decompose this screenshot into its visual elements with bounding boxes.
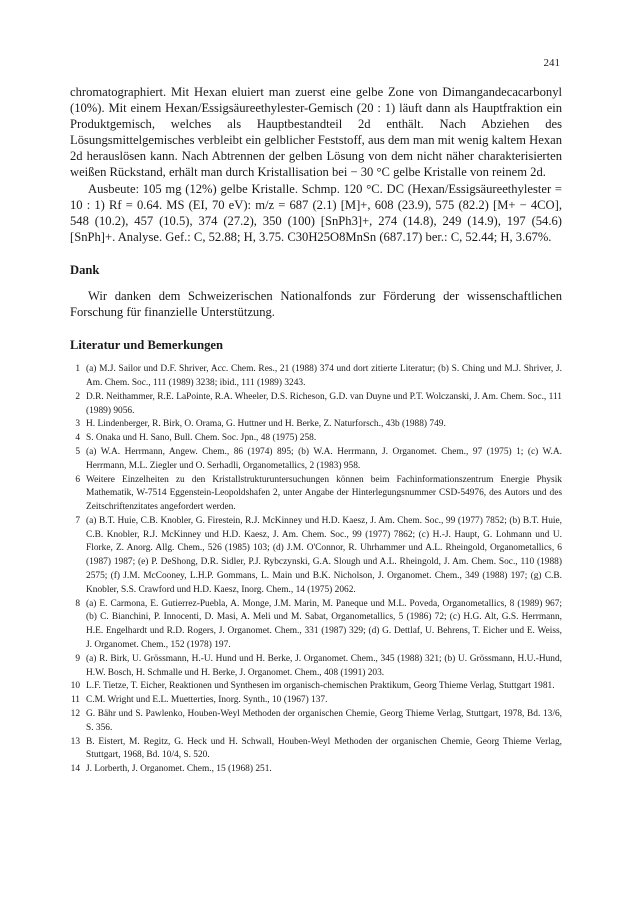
- reference-number: 1: [75, 364, 80, 375]
- reference-number: 4: [75, 433, 80, 444]
- reference-text: D.R. Neithammer, R.E. LaPointe, R.A. Wheeler, D.S. Richeson, G.D. van Duyne und P.T. Wolczanski, J. Am. Chem. Soc., 111 (1989) 9056.: [86, 391, 562, 416]
- acknowledgement-text: Wir danken dem Schweizerischen Nationalfonds zur Förderung der wissenschaftlichen Forschung für finanzielle Unterstützung.: [70, 288, 562, 320]
- reference-number: 14: [70, 764, 80, 775]
- reference-number: 10: [70, 681, 80, 692]
- reference-number: 13: [70, 736, 80, 747]
- reference-number: 2: [75, 391, 80, 402]
- reference-item: [70, 598, 562, 653]
- reference-item: [70, 391, 562, 419]
- reference-number: 5: [75, 446, 80, 457]
- reference-number: 9: [75, 653, 80, 664]
- reference-number: 3: [75, 419, 80, 430]
- reference-text: S. Onaka und H. Sano, Bull. Chem. Soc. Jpn., 48 (1975) 258.: [86, 433, 317, 444]
- page-number: 241: [543, 57, 560, 69]
- reference-list: [70, 363, 562, 777]
- reference-item: [70, 694, 562, 708]
- reference-item: [70, 653, 562, 681]
- reference-item: [70, 515, 562, 598]
- body-paragraph-yield: Ausbeute: 105 mg (12%) gelbe Kristalle. Schmp. 120 °C. DC (Hexan/Essigsäureethylester = 10 : 1) Rf = 0.64. MS (EI, 70 eV): m/z = 687 (2.1) [M]+, 608 (23.9), 575 (82.2) [M+ − 4CO], 548 (10.2), 457 (10.5), 374 (27.2), 350 (100) [SnPh3]+, 274 (14.8), 249 (14.9), 197 (54.6) [SnPh]+. Analyse. Gef.: C, 52.88; H, 3.75. C30H25O8MnSn (687.17) ber.: C, 52.44; H, 3.67%.: [70, 181, 562, 244]
- reference-number: 6: [75, 474, 80, 485]
- reference-text: (a) E. Carmona, E. Gutierrez-Puebla, A. Monge, J.M. Marin, M. Paneque und M.L. Poveda, Organometallics, 8 (1989) 967; (b) C. Bianchini, P. Innocenti, D. Masi, A. Meli und M. Sabat, Organometallics, 5 (1986) 72; (c) H.G. Alt, G.S. Herrmann, H.E. Engelhardt und R.D. Rogers, J. Organomet. Chem., 331 (1987) 329; (d) G. Dettlaf, U. Behrens, T. Eicher und E. Weiss, J. Organomet. Chem., 152 (1978) 197.: [86, 598, 562, 651]
- section-heading-references: Literatur und Bemerkungen: [70, 338, 224, 353]
- reference-item: [70, 418, 562, 432]
- reference-item: [70, 736, 562, 764]
- reference-text: H. Lindenberger, R. Birk, O. Orama, G. Huttner und H. Berke, Z. Naturforsch., 43b (1988) 749.: [86, 419, 446, 430]
- section-heading-dank: Dank: [70, 262, 100, 277]
- reference-item: [70, 474, 562, 515]
- reference-number: 11: [70, 695, 80, 706]
- reference-text: J. Lorberth, J. Organomet. Chem., 15 (1968) 251.: [86, 764, 272, 775]
- reference-text: L.F. Tietze, T. Eicher, Reaktionen und Synthesen im organisch-chemischen Praktikum, Georg Thieme Verlag, Stuttgart 1981.: [86, 681, 555, 692]
- reference-text: (a) M.J. Sailor und D.F. Shriver, Acc. Chem. Res., 21 (1988) 374 und dort zitierte Literatur; (b) S. Ching und M.J. Shriver, J. Am. Chem. Soc., 111 (1989) 3238; ibid., 111 (1989) 3243.: [86, 364, 562, 388]
- reference-item: [70, 708, 562, 736]
- reference-number: 7: [75, 515, 80, 526]
- reference-item: [70, 763, 562, 777]
- reference-text: C.M. Wright und E.L. Muetterties, Inorg. Synth., 10 (1967) 137.: [86, 695, 328, 706]
- reference-text: Weitere Einzelheiten zu den Kristallstrukturuntersuchungen können beim Fachinformationszentrum Energie Physik Mathematik, W-7514 Eggenstein-Leopoldshafen 2, unter Angabe der Hinterlegungsnummer CSD-54976, des Autors und des Zeitschriftenzitates angefordert werden.: [86, 474, 562, 513]
- reference-text: G. Bähr und S. Pawlenko, Houben-Weyl Methoden der organischen Chemie, Georg Thieme Verlag, Stuttgart, 1978, Bd. 13/6, S. 356.: [86, 709, 562, 733]
- reference-item: [70, 446, 562, 474]
- page-content: [70, 84, 562, 777]
- reference-item: [70, 432, 562, 446]
- body-paragraph-experimental: chromatographiert. Mit Hexan eluiert man zuerst eine gelbe Zone von Dimangandecacarbonyl (10%). Mit einem Hexan/Essigsäureethylester-Gemisch (20 : 1) läuft dann als Hauptfraktion ein Produktgemisch, welches als Hauptbestandteil 2d enthält. Nach Abziehen des Lösungsmittelgemisches verbleibt ein gelblicher Feststoff, aus dem man mit wenig kaltem Hexan 2d herauslösen kann. Nach Abtrennen der gelben Lösung von dem nicht näher charakterisierten weißen Rückstand, erhält man durch Kristallisation bei − 30 °C gelbe Kristalle von reinem 2d.: [70, 85, 562, 180]
- reference-item: [70, 363, 562, 391]
- reference-text: (a) R. Birk, U. Grössmann, H.-U. Hund und H. Berke, J. Organomet. Chem., 345 (1988) 321; (b) U. Grössmann, H.U.-Hund, H.W. Bosch, H. Schmalle und H. Berke, J. Organomet. Chem., 408 (1991) 203.: [86, 653, 562, 678]
- reference-text: B. Eistert, M. Regitz, G. Heck und H. Schwall, Houben-Weyl Methoden der organischen Chemie, Georg Thieme Verlag, Stuttgart, 1968, Bd. 10/4, S. 520.: [86, 736, 562, 761]
- reference-text: (a) B.T. Huie, C.B. Knobler, G. Firestein, R.J. McKinney und H.D. Kaesz, J. Am. Chem. Soc., 99 (1977) 7852; (b) B.T. Huie, C.B. Knobler, R.J. McKinney und H.D. Kaesz, J. Am. Chem. Soc., 99 (1977) 7862; (c) H.-J. Haupt, G. Lohmann und U. Florke, Z. Anorg. Allg. Chem., 526 (1985) 103; (d) J.M. O'Connor, R. Uhrhammer und A.L. Rheingold, Organometallics, 6 (1987) 1987; (e) P. DeShong, D.R. Sidler, P.J. Rybczynski, G.A. Slough und A.L. Rheingold, J. Am. Chem. Soc., 110 (1988) 2575; (f) J.M. McCooney, L.H.P. Gommans, L. Main und B.K. Nicholson, J. Organomet. Chem., 349 (1988) 197; (g) C.B. Knobler, S.S. Crawford und H.D. Kaesz, Inorg. Chem., 14 (1975) 2062.: [86, 515, 562, 595]
- reference-text: (a) W.A. Herrmann, Angew. Chem., 86 (1974) 895; (b) W.A. Herrmann, J. Organomet. Chem., 97 (1975) 1; (c) W.A. Herrmann, M.L. Ziegler und O. Serhadli, Organometallics, 2 (1983) 958.: [86, 446, 562, 471]
- reference-item: [70, 680, 562, 694]
- reference-number: 12: [70, 709, 80, 720]
- reference-number: 8: [75, 598, 80, 609]
